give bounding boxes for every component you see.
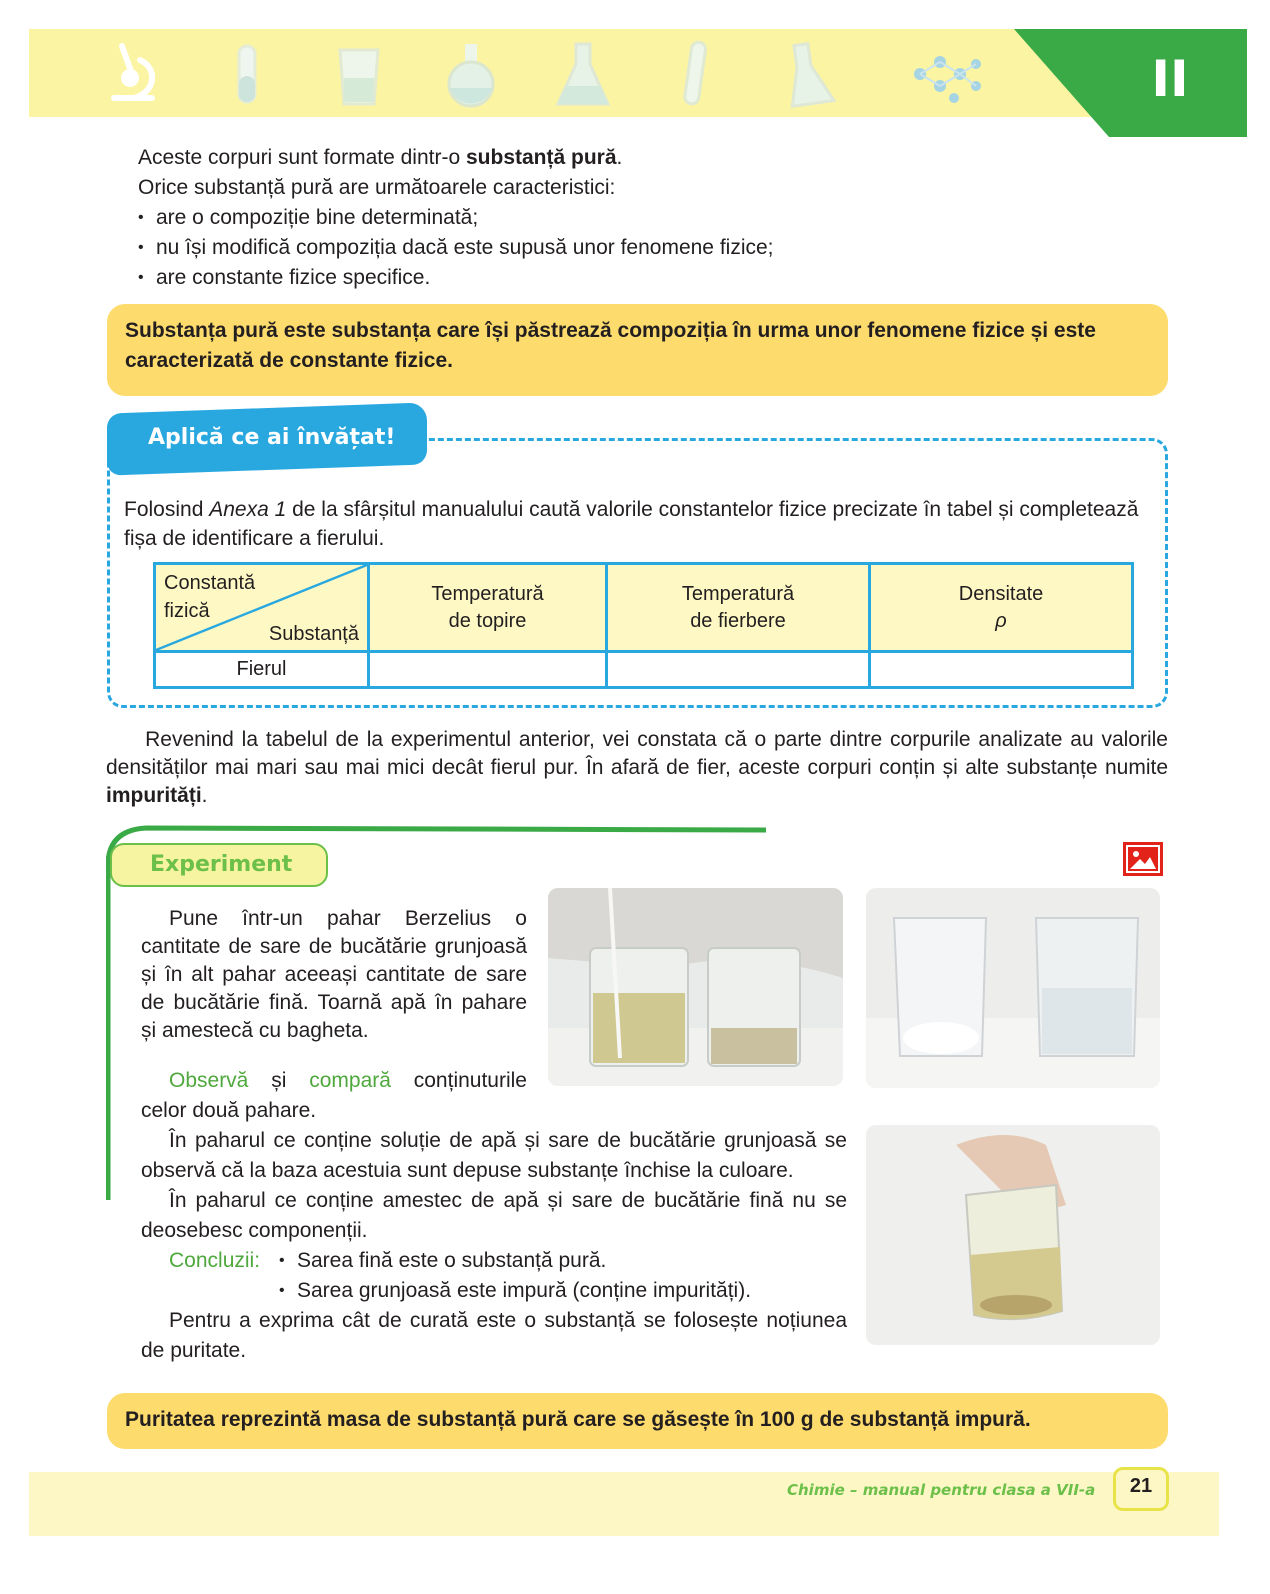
experiment-observe: Observă și compară conținuturile celor două pahare. <box>141 1069 527 1122</box>
molecule-icon <box>900 38 990 110</box>
corner-top-label: Constantă fizică <box>164 572 256 622</box>
table-cell-empty[interactable] <box>870 652 1133 688</box>
table-cell-empty[interactable] <box>607 652 870 688</box>
table-corner-cell <box>155 564 369 652</box>
conclusions-label: Concluzii: <box>169 1249 261 1272</box>
characteristics-list <box>138 203 1178 293</box>
experiment-results <box>141 1126 847 1366</box>
list-item: • Sarea grunjoasă este impură (conține impurități). <box>277 1276 751 1306</box>
chapter-number: II <box>1151 50 1189 108</box>
round-flask-icon <box>436 38 506 110</box>
test-tube-icon <box>212 38 282 110</box>
apply-instructions: Folosind Anexa 1 de la sfârșitul manualului caută valorile constantelor fizice precizate în tabel și completează fișa de identificare a fierului. <box>124 498 1139 550</box>
intro-line-1: Aceste corpuri sunt formate dintr-o substanță pură. <box>138 146 623 169</box>
thermometer-icon <box>660 38 730 110</box>
definition-box-purity: Puritatea reprezintă masa de substanță pură care se găsește în 100 g de substanță impură. <box>107 1393 1168 1449</box>
row-label: Fierul <box>155 652 369 688</box>
column-header: Temperatură de topire <box>369 564 607 652</box>
column-header: Temperatură de fierbere <box>607 564 870 652</box>
corner-bottom-label: Substanță <box>268 623 359 645</box>
impurities-paragraph: Revenind la tabelul de la experimentul anterior, vei constata că o parte dintre corpurile analizate au valorile densităților mai mari sau mai mici decât fierul pur. În afară de fier, aceste corpuri conțin și alte substanțe numite impurități. <box>106 728 1168 807</box>
conical-flask-icon <box>548 38 618 110</box>
beaker-icon <box>324 38 394 110</box>
conclusions <box>141 1246 847 1306</box>
header-icons <box>100 34 1020 114</box>
constants-table <box>153 562 1134 689</box>
chapter-tab <box>1014 29 1247 139</box>
definition-box-pure-substance: Substanța pură este substanța care își păstrează compoziția în urma unor fenomene fizice și este caracterizată de constante fizice. <box>107 304 1168 396</box>
book-title: Chimie – manual pentru clasa a VII-a <box>787 1481 1096 1499</box>
experiment-instructions: Pune într-un pahar Berzelius o cantitate de sare de bucătărie grunjoasă și în alt pahar aceeași cantitate de sare de bucătărie fină. Toarnă apă în pahare și amestecă cu bagheta. <box>141 907 527 1042</box>
list-item: • are o compoziție bine determinată; <box>138 203 1178 233</box>
table-cell-empty[interactable] <box>369 652 607 688</box>
microscope-icon <box>100 38 170 110</box>
experiment-title: Experiment <box>150 852 293 877</box>
list-item: • nu își modifică compoziția dacă este supusă unor fenomene fizice; <box>138 233 1178 263</box>
photo-two-beakers <box>866 888 1160 1088</box>
intro-line-2: Orice substanță pură are următoarele caracteristici: <box>138 176 616 199</box>
intro-text <box>138 143 1178 293</box>
flask-icon <box>772 38 842 110</box>
list-item: • are constante fizice specifice. <box>138 263 1178 293</box>
table-header-row <box>155 564 1133 652</box>
list-item: • Sarea fină este o substanță pură. <box>277 1246 751 1276</box>
observation-1: În paharul ce conține soluție de apă și sare de bucătărie grunjoasă se observă că la baza acestuia sunt depuse substanțe închise la culoare. <box>141 1129 847 1182</box>
conclusions-list <box>277 1246 751 1306</box>
photo-hand-beaker <box>866 1125 1160 1345</box>
page-number: 21 <box>1129 1475 1153 1497</box>
purity-intro: Pentru a exprima cât de curată este o substanță se folosește noțiunea de puritate. <box>141 1309 847 1362</box>
column-header: Densitate ρ <box>870 564 1133 652</box>
image-gallery-icon[interactable] <box>1123 842 1163 876</box>
apply-title: Aplică ce ai învățat! <box>148 425 396 450</box>
photo-beakers-stirring <box>548 888 843 1086</box>
observation-2: În paharul ce conține amestec de apă și sare de bucătărie fină nu se deosebesc componenții. <box>141 1189 847 1242</box>
table-row <box>155 652 1133 688</box>
